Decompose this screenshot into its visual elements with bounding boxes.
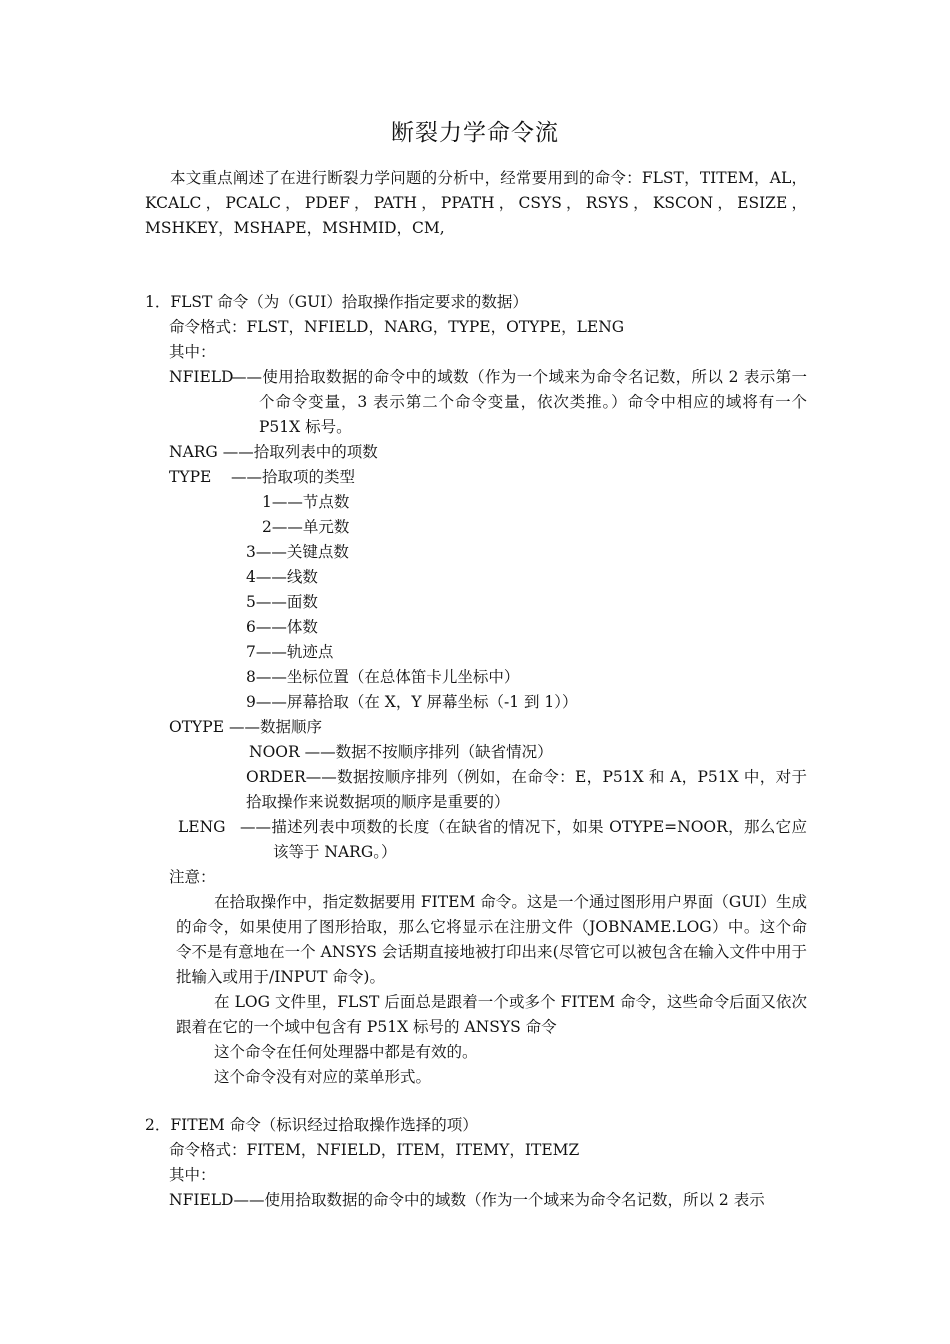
leng-label: LENG [178,818,226,836]
note-label: 注意： [169,868,216,886]
type-item-2: 2——单元数 [262,518,350,536]
nfield-label: NFIELD [169,368,234,386]
type-item-4: 4——线数 [246,568,318,586]
section-2-where: 其中： [169,1166,216,1184]
note-paragraph-3: 这个命令在任何处理器中都是有效的。 [214,1043,478,1061]
intro-text: 本文重点阐述了在进行断裂力学问题的分析中，经常要用到的命令：FLST，TITEM，AL，KCALC，PCALC，PDEF，PATH，PPATH，CSYS，RSYS，KSCON，ESIZE，MSHKEY，MSHAPE，MSHMID，CM, [145,169,807,237]
document-title: 断裂力学命令流 [391,120,559,146]
section-1-where: 其中： [169,343,216,361]
note-p1-text: 在拾取操作中，指定数据要用 FITEM 命令。这是一个通过图形用户界面（GUI）生成的命令，如果使用了图形拾取，那么它将显示在注册文件（JOBNAME.LOG）中。这个命令不是有意地在一个 ANSYS 会话期直接地被打印出来(尽管它可以被包含在输入文件中用于批输入或用于/INPUT 命令)。 [176,893,807,986]
type-item-9: 9——屏幕拾取（在 X，Y 屏幕坐标（-1 到 1）） [246,693,578,711]
type-item-6: 6——体数 [246,618,318,636]
otype-line: OTYPE ——数据顺序 [169,718,322,736]
type-item-8: 8——坐标位置（在总体笛卡儿坐标中） [246,668,520,686]
note-paragraph-1 [176,890,807,990]
order-text: ORDER——数据按顺序排列（例如，在命令：E，P51X 和 A，P51X 中，对于拾取操作来说数据项的顺序是重要的） [246,768,807,811]
nfield-description [231,365,807,440]
leng-text: ——描述列表中项数的长度（在缺省的情况下，如果 OTYPE=NOOR，那么它应该等于 NARG。） [240,818,807,861]
note-paragraph-4: 这个命令没有对应的菜单形式。 [214,1068,432,1086]
order-block [246,765,807,815]
type-item-3: 3——关键点数 [246,543,349,561]
section-2-heading: 2．FITEM 命令（标识经过拾取操作选择的项） [145,1116,478,1134]
type-line: TYPE ——拾取项的类型 [169,468,356,486]
intro-paragraph [145,166,807,241]
type-item-1: 1——节点数 [262,493,350,511]
nfield-text: ——使用拾取数据的命令中的域数（作为一个域来为命令名记数，所以 2 表示第一个命令变量，3 表示第二个命令变量，依次类推。）命令中相应的域将有一个 P51X 标号。 [231,368,807,436]
leng-block [240,815,807,865]
noor-line: NOOR ——数据不按顺序排列（缺省情况） [249,743,553,761]
section-1-format: 命令格式：FLST，NFIELD，NARG，TYPE，OTYPE，LENG [169,318,625,336]
type-item-5: 5——面数 [246,593,318,611]
note-paragraph-2 [176,990,807,1040]
section-2-format: 命令格式：FITEM，NFIELD，ITEM，ITEMY，ITEMZ [169,1141,580,1159]
note-p2-text: 在 LOG 文件里，FLST 后面总是跟着一个或多个 FITEM 命令，这些命令后面又依次跟着在它的一个域中包含有 P51X 标号的 ANSYS 命令 [176,993,807,1036]
narg-line: NARG ——拾取列表中的项数 [169,443,378,461]
type-item-7: 7——轨迹点 [246,643,334,661]
section-2-nfield: NFIELD——使用拾取数据的命令中的域数（作为一个域来为命令名记数，所以 2 表示 [169,1191,765,1209]
section-1-heading: 1．FLST 命令（为（GUI）拾取操作指定要求的数据） [145,293,528,311]
